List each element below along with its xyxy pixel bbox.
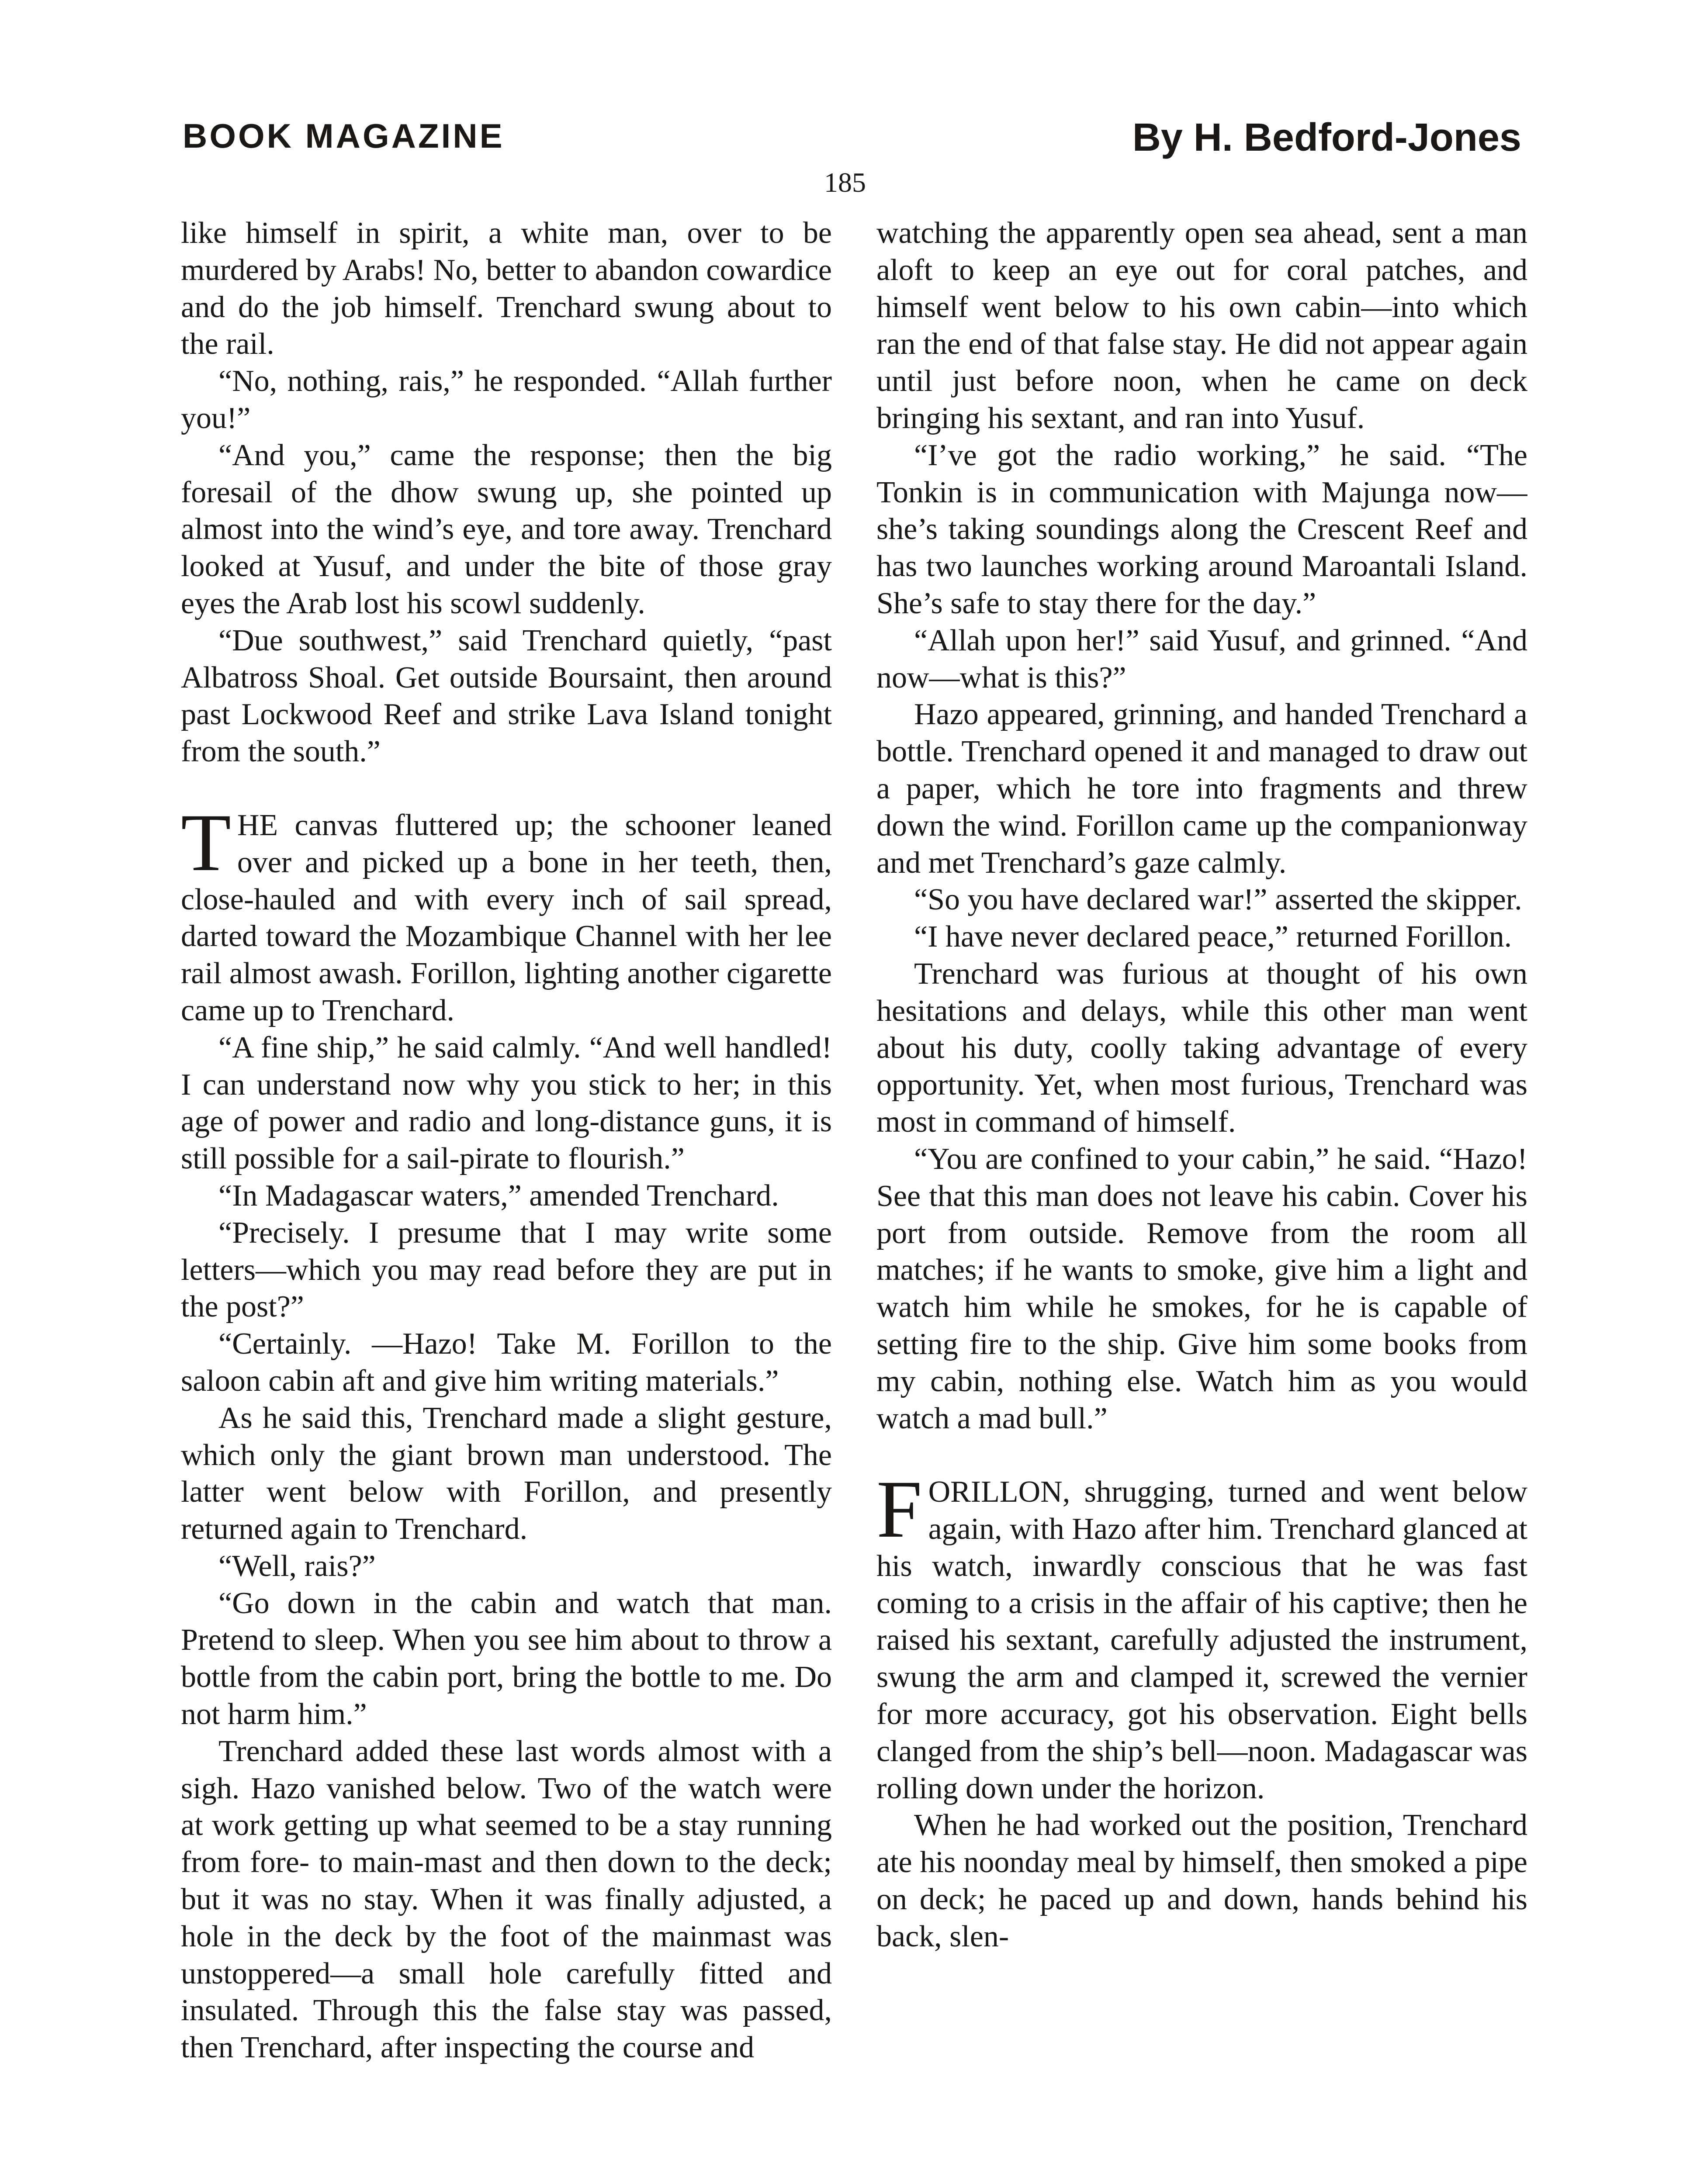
section-opening-paragraph: THE canvas fluttered up; the schooner leaned over and picked up a bone in her teeth, then, close-hauled and with every inch of sail spread, darted toward the Mozambique Channel with her lee rail almost awash. Forillon, lighting another cigarette came up to Trenchard.: [181, 796, 832, 1027]
author-byline: By H. Bedford-Jones: [1132, 116, 1521, 159]
paragraph: Trenchard added these last words almost with a sigh. Hazo vanished below. Two of the watch were at work getting up what seemed to be a stay running from fore- to main-mast and then down to the deck; but it was no stay. When it was finally adjusted, a hole in the deck by the foot of the mainmast was unstoppered—a small hole carefully fitted and insulated. Through this the false stay was passed, then Trenchard, after inspecting the course and: [181, 1734, 832, 2065]
left-text-column: [181, 215, 832, 2184]
magazine-title: BOOK MAGAZINE: [183, 117, 505, 155]
paragraph: “And you,” came the response; then the big foresail of the dhow swung up, she pointed up almost into the wind’s eye, and tore away. Trenchard looked at Yusuf, and under the bite of those gray eyes the Arab lost his scowl suddenly.: [181, 438, 832, 620]
paragraph: When he had worked out the position, Trenchard ate his noonday meal by himself, then smoked a pipe on deck; he paced up and down, hands behind his back, slen-: [876, 1808, 1527, 1953]
paragraph: “A fine ship,” he said calmly. “And well handled! I can understand now why you stick to her; in this age of power and radio and long-distance guns, it is still possible for a sail-pirate to flourish.”: [181, 1030, 832, 1176]
right-text-column: [876, 215, 1527, 2184]
section-opening-paragraph: FORILLON, shrugging, turned and went below again, with Hazo after him. Trenchard glanced at his watch, inwardly conscious that he was fast coming to a crisis in the affair of his captive; then he raised his sextant, carefully adjusted the instrument, swung the arm and clamped it, screwed the vernier for more accuracy, got his observation. Eight bells clanged from the ship’s bell—noon. Madagascar was rolling down under the horizon.: [876, 1463, 1527, 1805]
paragraph: “Allah upon her!” said Yusuf, and grinned. “And now—what is this?”: [876, 623, 1527, 695]
paragraph: “I have never declared peace,” returned Forillon.: [914, 920, 1512, 954]
paragraph: Hazo appeared, grinning, and handed Trenchard a bottle. Trenchard opened it and managed to draw out a paper, which he tore into fragments and threw down the wind. Forillon came up the companionway and met Trenchard’s gaze calmly.: [876, 698, 1527, 880]
paragraph: “Certainly. —Hazo! Take M. Forillon to the saloon cabin aft and give him writing materials.”: [181, 1327, 832, 1398]
paragraph: “In Madagascar waters,” amended Trenchard.: [218, 1178, 779, 1213]
paragraph: “Precisely. I presume that I may write some letters—which you may read before they are put in the post?”: [181, 1216, 832, 1324]
paragraph: “I’ve got the radio working,” he said. “The Tonkin is in communication with Majunga now—she’s taking soundings along the Crescent Reef and has two launches working around Maroantali Island. She’s safe to stay there for the day.”: [876, 438, 1527, 620]
paragraph: Trenchard was furious at thought of his own hesitations and delays, while this other man went about his duty, coolly taking advantage of every opportunity. Yet, when most furious, Trenchard was most in command of himself.: [876, 957, 1527, 1139]
page-number: 185: [824, 167, 866, 198]
paragraph: “Due southwest,” said Trenchard quietly, “past Albatross Shoal. Get outside Boursaint, then around past Lockwood Reef and strike Lava Island tonight from the south.”: [181, 623, 832, 769]
paragraph: “You are confined to your cabin,” he said. “Hazo! See that this man does not leave his cabin. Cover his port from outside. Remove from the room all matches; if he wants to smoke, give him a light and watch him while he smokes, for he is capable of setting fire to the ship. Give him some books from my cabin, nothing else. Watch him as you would watch a mad bull.”: [876, 1142, 1527, 1435]
paragraph: “Well, rais?”: [218, 1549, 376, 1583]
paragraph: watching the apparently open sea ahead, sent a man aloft to keep an eye out for coral patches, and himself went below to his own cabin—into which ran the end of that false stay. He did not appear again until just before noon, when he came on deck bringing his sextant, and ran into Yusuf.: [876, 216, 1527, 435]
paragraph: “No, nothing, rais,” he responded. “Allah further you!”: [181, 364, 832, 435]
paragraph: As he said this, Trenchard made a slight gesture, which only the giant brown man understood. The latter went below with Forillon, and presently returned again to Trenchard.: [181, 1401, 832, 1546]
paragraph: “So you have declared war!” asserted the skipper.: [914, 883, 1522, 917]
paragraph: “Go down in the cabin and watch that man. Pretend to sleep. When you see him about to throw a bottle from the cabin port, bring the bottle to me. Do not harm him.”: [181, 1586, 832, 1731]
paragraph: like himself in spirit, a white man, over to be murdered by Arabs! No, better to abandon cowardice and do the job himself. Trenchard swung about to the rail.: [181, 216, 832, 361]
